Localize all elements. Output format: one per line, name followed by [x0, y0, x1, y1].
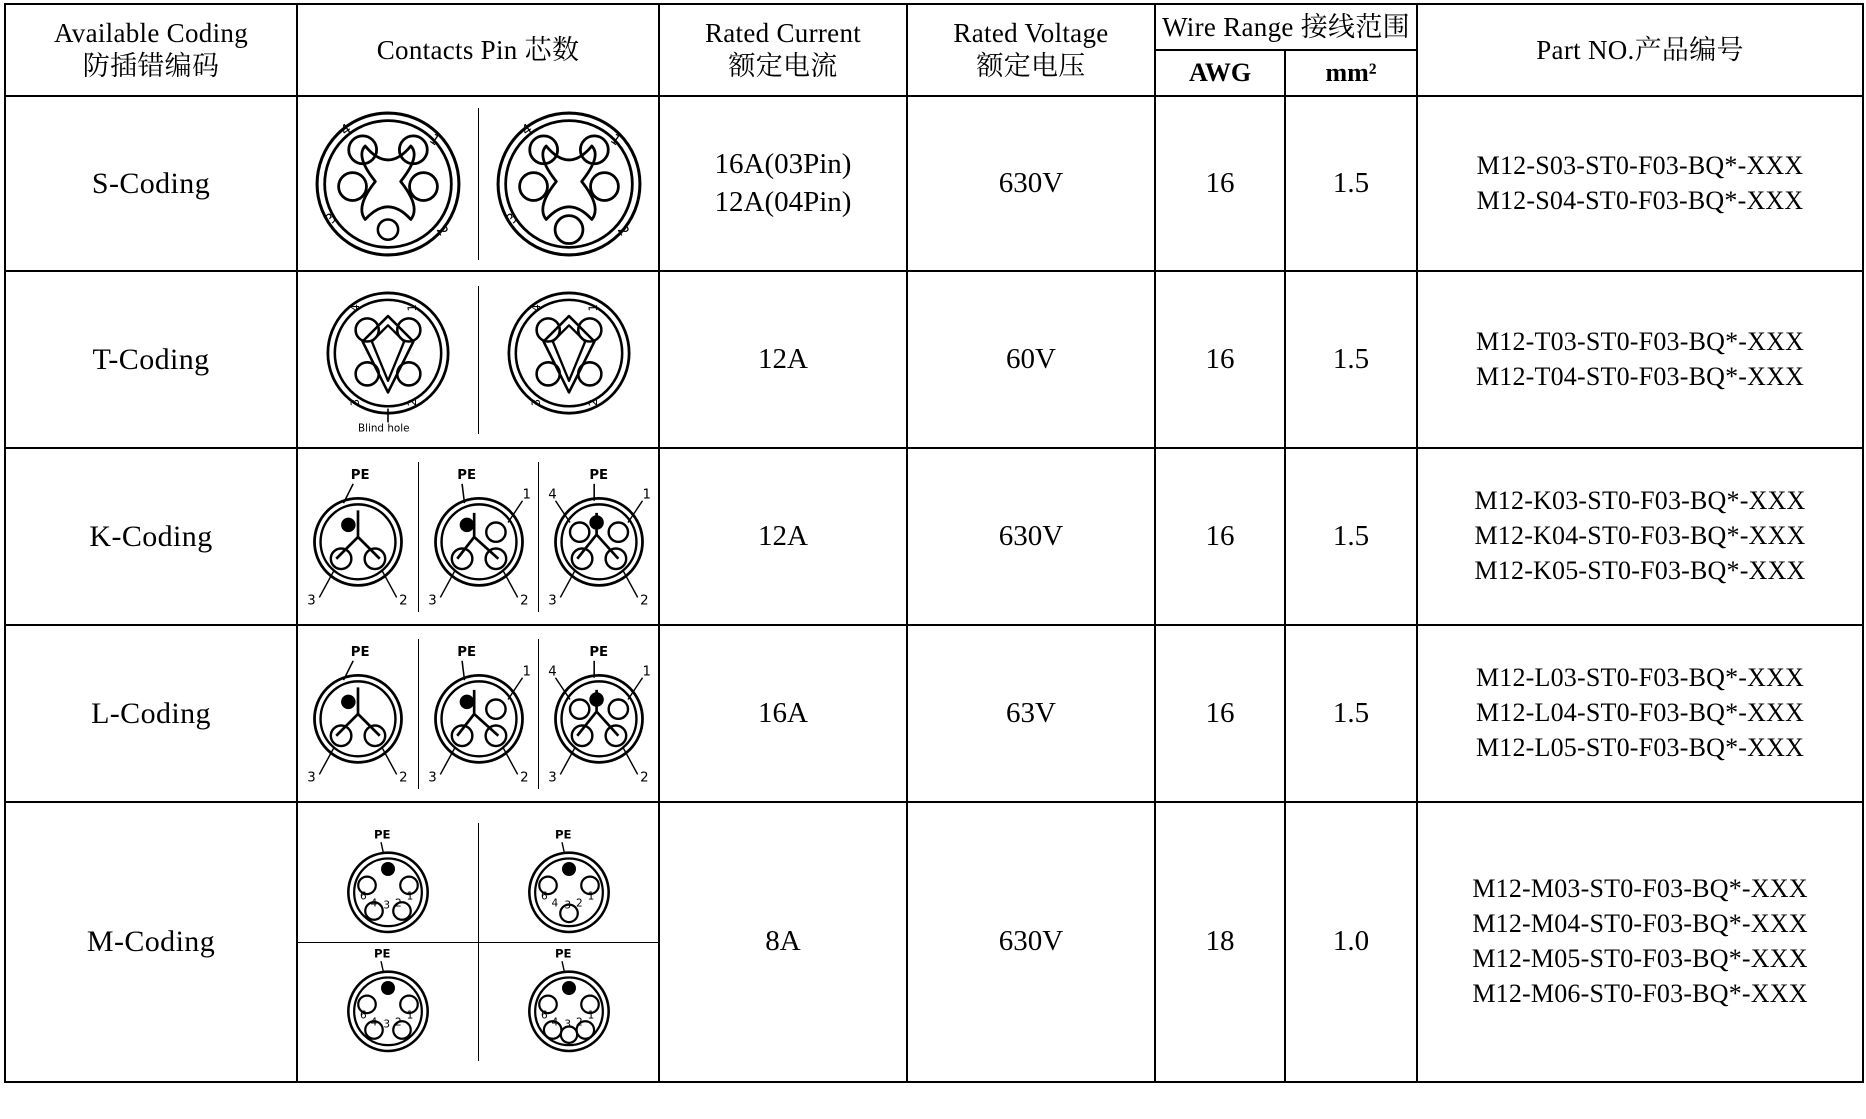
pin-diagram-group [298, 639, 658, 789]
svg-text:3: 3 [307, 593, 316, 609]
svg-text:PE: PE [588, 467, 608, 483]
svg-text:3: 3 [528, 398, 543, 406]
svg-text:2: 2 [395, 896, 402, 909]
header-rated-voltage [907, 4, 1155, 96]
table-row [5, 96, 1863, 271]
svg-text:1: 1 [642, 663, 651, 679]
svg-text:2: 2 [432, 222, 452, 239]
svg-text:2: 2 [613, 222, 632, 239]
t-coding-4pin-icon [499, 286, 639, 434]
awg-k: 16 [1155, 448, 1285, 625]
partno-cell-m [1417, 802, 1863, 1082]
table-row [5, 448, 1863, 625]
svg-text:PE: PE [456, 644, 476, 660]
svg-text:2: 2 [519, 593, 529, 609]
svg-text:1: 1 [587, 1009, 594, 1022]
svg-text:1: 1 [585, 303, 600, 311]
pin-diagram-l03 [298, 639, 418, 789]
partno-cell-t [1417, 271, 1863, 448]
svg-text:4: 4 [338, 120, 355, 139]
pin-diagram-cell-t [297, 271, 659, 448]
mm2-l: 1.5 [1285, 625, 1417, 802]
svg-text:1: 1 [406, 889, 414, 902]
rated-current-s-line2: 12A(04Pin) [714, 185, 852, 218]
partno-t-2: M12-T04-ST0-F03-BQ*-XXX [1475, 361, 1805, 391]
pin-diagram-t03 [298, 286, 478, 434]
svg-text:4: 4 [370, 896, 378, 909]
header-part-no: Part NO.产品编号 [1417, 4, 1863, 96]
svg-text:PE: PE [350, 467, 370, 483]
partno-cell-l [1417, 625, 1863, 802]
pin-diagram-m03 [298, 823, 478, 942]
table-row [5, 625, 1863, 802]
svg-text:1: 1 [522, 486, 531, 502]
pin-diagram-s04 [478, 108, 658, 260]
k-coding-4pin-icon [421, 462, 537, 612]
pin-diagram-k05 [538, 462, 658, 612]
spec-table-page [0, 3, 1866, 1119]
l-coding-5pin-icon [541, 639, 657, 789]
rated-voltage-l: 63V [907, 625, 1155, 802]
svg-text:PE: PE [456, 467, 476, 483]
partno-m-2: M12-M04-ST0-F03-BQ*-XXX [1472, 909, 1808, 939]
header-available-coding [5, 4, 297, 96]
rated-current-s [659, 96, 907, 271]
svg-text:3: 3 [427, 770, 437, 786]
header-available-coding-cn: 防插错编码 [82, 51, 220, 81]
svg-text:3: 3 [547, 593, 557, 609]
pin-diagram-cell-l [297, 625, 659, 802]
svg-text:1: 1 [642, 486, 651, 502]
header-rated-current-cn: 额定电流 [728, 51, 838, 81]
pin-diagram-cell-s [297, 96, 659, 271]
t-coding-3pin-icon [318, 286, 458, 434]
mm2-t: 1.5 [1285, 271, 1417, 448]
rated-current-m: 8A [659, 802, 907, 1082]
svg-text:3: 3 [502, 209, 522, 227]
pin-diagram-k04 [418, 462, 538, 612]
k-coding-5pin-icon [541, 462, 657, 612]
coding-name-t: T-Coding [5, 271, 297, 448]
partno-m-1: M12-M03-ST0-F03-BQ*-XXX [1472, 874, 1808, 904]
svg-text:1: 1 [587, 889, 594, 902]
partno-m-4: M12-M06-ST0-F03-BQ*-XXX [1472, 978, 1808, 1008]
svg-text:3: 3 [547, 770, 557, 786]
svg-text:2: 2 [575, 1016, 583, 1029]
svg-text:2: 2 [399, 770, 408, 786]
pin-diagram-m04 [478, 823, 658, 942]
svg-text:PE: PE [350, 644, 370, 660]
pin-diagram-l05 [538, 639, 658, 789]
header-rated-current-en: Rated Current [704, 18, 862, 49]
pin-diagram-l04 [418, 639, 538, 789]
pin-diagram-group [298, 823, 658, 1061]
svg-text:2: 2 [519, 770, 529, 786]
svg-text:PE: PE [374, 827, 391, 842]
partno-s-1: M12-S03-ST0-F03-BQ*-XXX [1476, 150, 1804, 180]
partno-t-1: M12-T03-ST0-F03-BQ*-XXX [1475, 326, 1805, 356]
partno-cell-k [1417, 448, 1863, 625]
awg-m: 18 [1155, 802, 1285, 1082]
rated-voltage-t: 60V [907, 271, 1155, 448]
header-wire-range: Wire Range 接线范围 [1155, 4, 1417, 50]
svg-text:3: 3 [307, 770, 316, 786]
svg-text:2: 2 [585, 398, 600, 406]
rated-voltage-m: 630V [907, 802, 1155, 1082]
svg-text:3: 3 [348, 398, 363, 406]
svg-text:1: 1 [522, 663, 531, 679]
svg-text:2: 2 [399, 593, 408, 609]
awg-s: 16 [1155, 96, 1285, 271]
pin-diagram-m05 [298, 942, 478, 1061]
partno-m-3: M12-M05-ST0-F03-BQ*-XXX [1472, 944, 1808, 973]
svg-text:4: 4 [518, 120, 535, 139]
coding-name-l: L-Coding [5, 625, 297, 802]
svg-text:6: 6 [360, 1009, 367, 1022]
svg-text:2: 2 [639, 770, 649, 786]
header-contacts-pin: Contacts Pin 芯数 [297, 4, 659, 96]
svg-text:4: 4 [370, 1016, 378, 1029]
svg-text:3: 3 [383, 899, 391, 912]
mm2-k: 1.5 [1285, 448, 1417, 625]
svg-text:4: 4 [547, 486, 557, 502]
partno-l-2: M12-L04-ST0-F03-BQ*-XXX [1475, 698, 1805, 728]
blind-hole-label: Blind hole [357, 422, 410, 434]
pin-diagram-group [298, 108, 658, 260]
header-rated-current [659, 4, 907, 96]
pin-diagram-t04 [478, 286, 658, 434]
awg-t: 16 [1155, 271, 1285, 448]
svg-text:1: 1 [426, 130, 443, 149]
pin-diagram-m06 [478, 942, 658, 1061]
pin-diagram-group [298, 286, 658, 434]
m-coding-6pin-icon [513, 943, 625, 1061]
pin-diagram-group [298, 462, 658, 612]
svg-text:2: 2 [639, 593, 649, 609]
mm2-s: 1.5 [1285, 96, 1417, 271]
table-header-row [5, 4, 1863, 50]
pin-diagram-k03 [298, 462, 418, 612]
coding-name-m: M-Coding [5, 802, 297, 1082]
s-coding-4pin-icon [493, 108, 645, 260]
mm2-m: 1.0 [1285, 802, 1417, 1082]
svg-text:3: 3 [563, 899, 571, 912]
header-rated-voltage-en: Rated Voltage [953, 18, 1109, 49]
partno-k-3: M12-K05-ST0-F03-BQ*-XXX [1474, 555, 1806, 585]
svg-text:6: 6 [540, 889, 548, 902]
m-coding-5pin-icon [332, 943, 444, 1061]
svg-text:6: 6 [540, 1009, 548, 1022]
awg-l: 16 [1155, 625, 1285, 802]
svg-text:3: 3 [383, 1018, 391, 1031]
partno-l-3: M12-L05-ST0-F03-BQ*-XXX [1475, 732, 1805, 762]
rated-current-k: 12A [659, 448, 907, 625]
partno-k-2: M12-K04-ST0-F03-BQ*-XXX [1474, 521, 1806, 551]
svg-text:2: 2 [404, 398, 419, 406]
coding-name-k: K-Coding [5, 448, 297, 625]
header-mm2: mm² [1285, 50, 1417, 96]
svg-text:PE: PE [554, 827, 572, 842]
svg-text:PE: PE [554, 946, 572, 961]
svg-text:2: 2 [575, 896, 583, 909]
rated-current-s-line1: 16A(03Pin) [714, 147, 852, 180]
svg-text:PE: PE [374, 946, 391, 961]
l-coding-4pin-icon [421, 639, 537, 789]
rated-current-l: 16A [659, 625, 907, 802]
rated-voltage-s: 630V [907, 96, 1155, 271]
svg-text:4: 4 [348, 303, 363, 311]
svg-text:4: 4 [551, 896, 558, 909]
connector-spec-table [4, 3, 1864, 1083]
table-row [5, 271, 1863, 448]
table-row [5, 802, 1863, 1082]
m-coding-4pin-icon [513, 824, 625, 942]
svg-text:3: 3 [322, 209, 341, 227]
partno-cell-s [1417, 96, 1863, 271]
rated-voltage-k: 630V [907, 448, 1155, 625]
header-available-coding-en: Available Coding [53, 18, 248, 49]
partno-l-1: M12-L03-ST0-F03-BQ*-XXX [1475, 663, 1805, 693]
rated-current-t: 12A [659, 271, 907, 448]
s-coding-3pin-icon [312, 108, 464, 260]
svg-text:1: 1 [404, 303, 419, 311]
pin-diagram-s03 [298, 108, 478, 260]
svg-text:6: 6 [360, 889, 367, 902]
pin-diagram-cell-m [297, 802, 659, 1082]
k-coding-3pin-icon [300, 462, 416, 612]
partno-s-2: M12-S04-ST0-F03-BQ*-XXX [1476, 185, 1804, 215]
svg-text:2: 2 [395, 1016, 402, 1029]
svg-text:1: 1 [606, 130, 624, 149]
svg-text:4: 4 [551, 1016, 558, 1029]
m-coding-3pin-icon [332, 824, 444, 942]
partno-k-1: M12-K03-ST0-F03-BQ*-XXX [1474, 486, 1806, 516]
l-coding-3pin-icon [300, 639, 416, 789]
header-rated-voltage-cn: 额定电压 [976, 51, 1086, 81]
svg-text:3: 3 [563, 1018, 571, 1031]
header-awg: AWG [1155, 50, 1285, 96]
coding-name-s: S-Coding [5, 96, 297, 271]
pin-diagram-cell-k [297, 448, 659, 625]
svg-text:4: 4 [547, 663, 557, 679]
svg-text:4: 4 [528, 303, 543, 311]
svg-text:1: 1 [406, 1009, 414, 1022]
svg-text:3: 3 [427, 593, 437, 609]
svg-text:PE: PE [588, 644, 608, 660]
